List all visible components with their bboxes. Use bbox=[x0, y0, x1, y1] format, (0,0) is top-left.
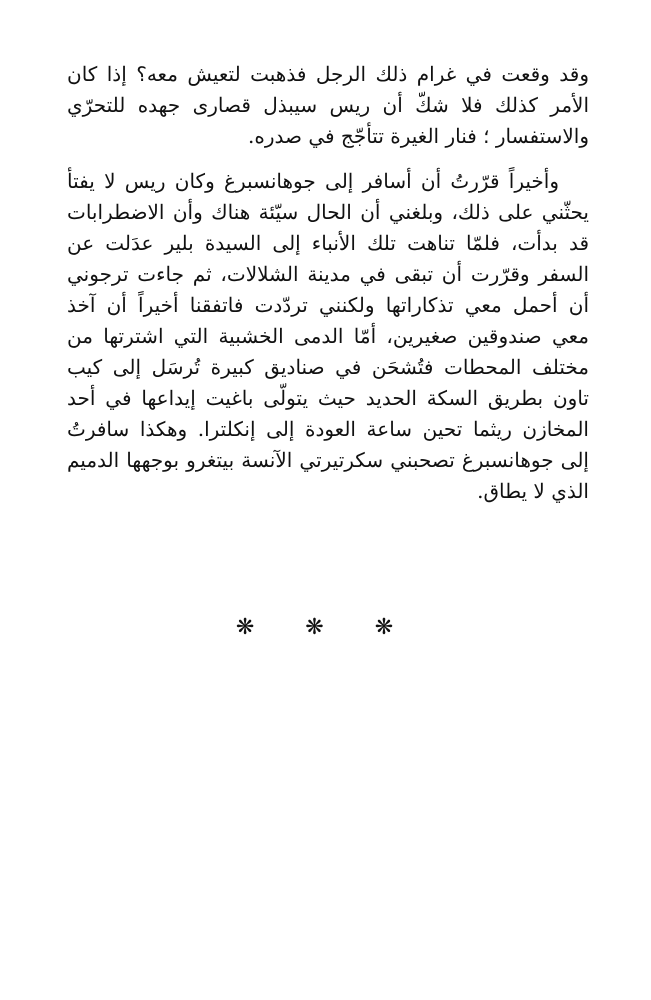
paragraph-1 bbox=[67, 59, 589, 152]
text-line: يحثّني على ذلك، وبلغني أن الحال سيّئة هناك وأن الاضطرابات bbox=[67, 200, 589, 224]
text-line: تاون بطريق السكة الحديد حيث يتولّى باغيت إيداعها في أحد bbox=[67, 386, 589, 410]
section-separator: ❋ ❋ ❋ bbox=[235, 615, 416, 640]
text-line: إلى جوهانسبرغ تصحبني سكرتيرتي الآنسة بيتغرو بوجهها الدميم bbox=[67, 448, 589, 472]
text-line: معي صندوقين صغيرين، أمّا الدمى الخشبية التي اشترتها من bbox=[67, 324, 589, 348]
text-line: السفر وقرّرت أن تبقى في مدينة الشلالات، ثم جاءت ترجوني bbox=[67, 262, 589, 286]
text-line: الأمر كذلك فلا شكّ أن ريس سيبذل قصارى جهده للتحرّي bbox=[67, 93, 589, 117]
text-line: أن أحمل معي تذكاراتها ولكنني تردّدت فاتفقنا أخيراً أن آخذ bbox=[67, 293, 589, 317]
paragraph-2 bbox=[67, 166, 589, 507]
page-body bbox=[67, 59, 589, 507]
text-line: والاستفسار ؛ فنار الغيرة تتأجّج في صدره. bbox=[248, 124, 589, 148]
text-line: قد بدأت، فلمّا تناهت تلك الأنباء إلى السيدة بلير عدَلت عن bbox=[67, 231, 589, 255]
text-line: المخازن ريثما تحين ساعة العودة إلى إنكلترا. وهكذا سافرتُ bbox=[67, 417, 589, 441]
text-line: وأخيراً قرّرتُ أن أسافر إلى جوهانسبرغ وكان ريس لا يفتأ bbox=[67, 169, 559, 193]
text-line: الذي لا يطاق. bbox=[477, 479, 589, 503]
text-line: وقد وقعت في غرام ذلك الرجل فذهبت لتعيش معه؟ إذا كان bbox=[67, 62, 589, 86]
text-line: مختلف المحطات فتُشحَن في صناديق كبيرة تُرسَل إلى كيب bbox=[67, 355, 589, 379]
